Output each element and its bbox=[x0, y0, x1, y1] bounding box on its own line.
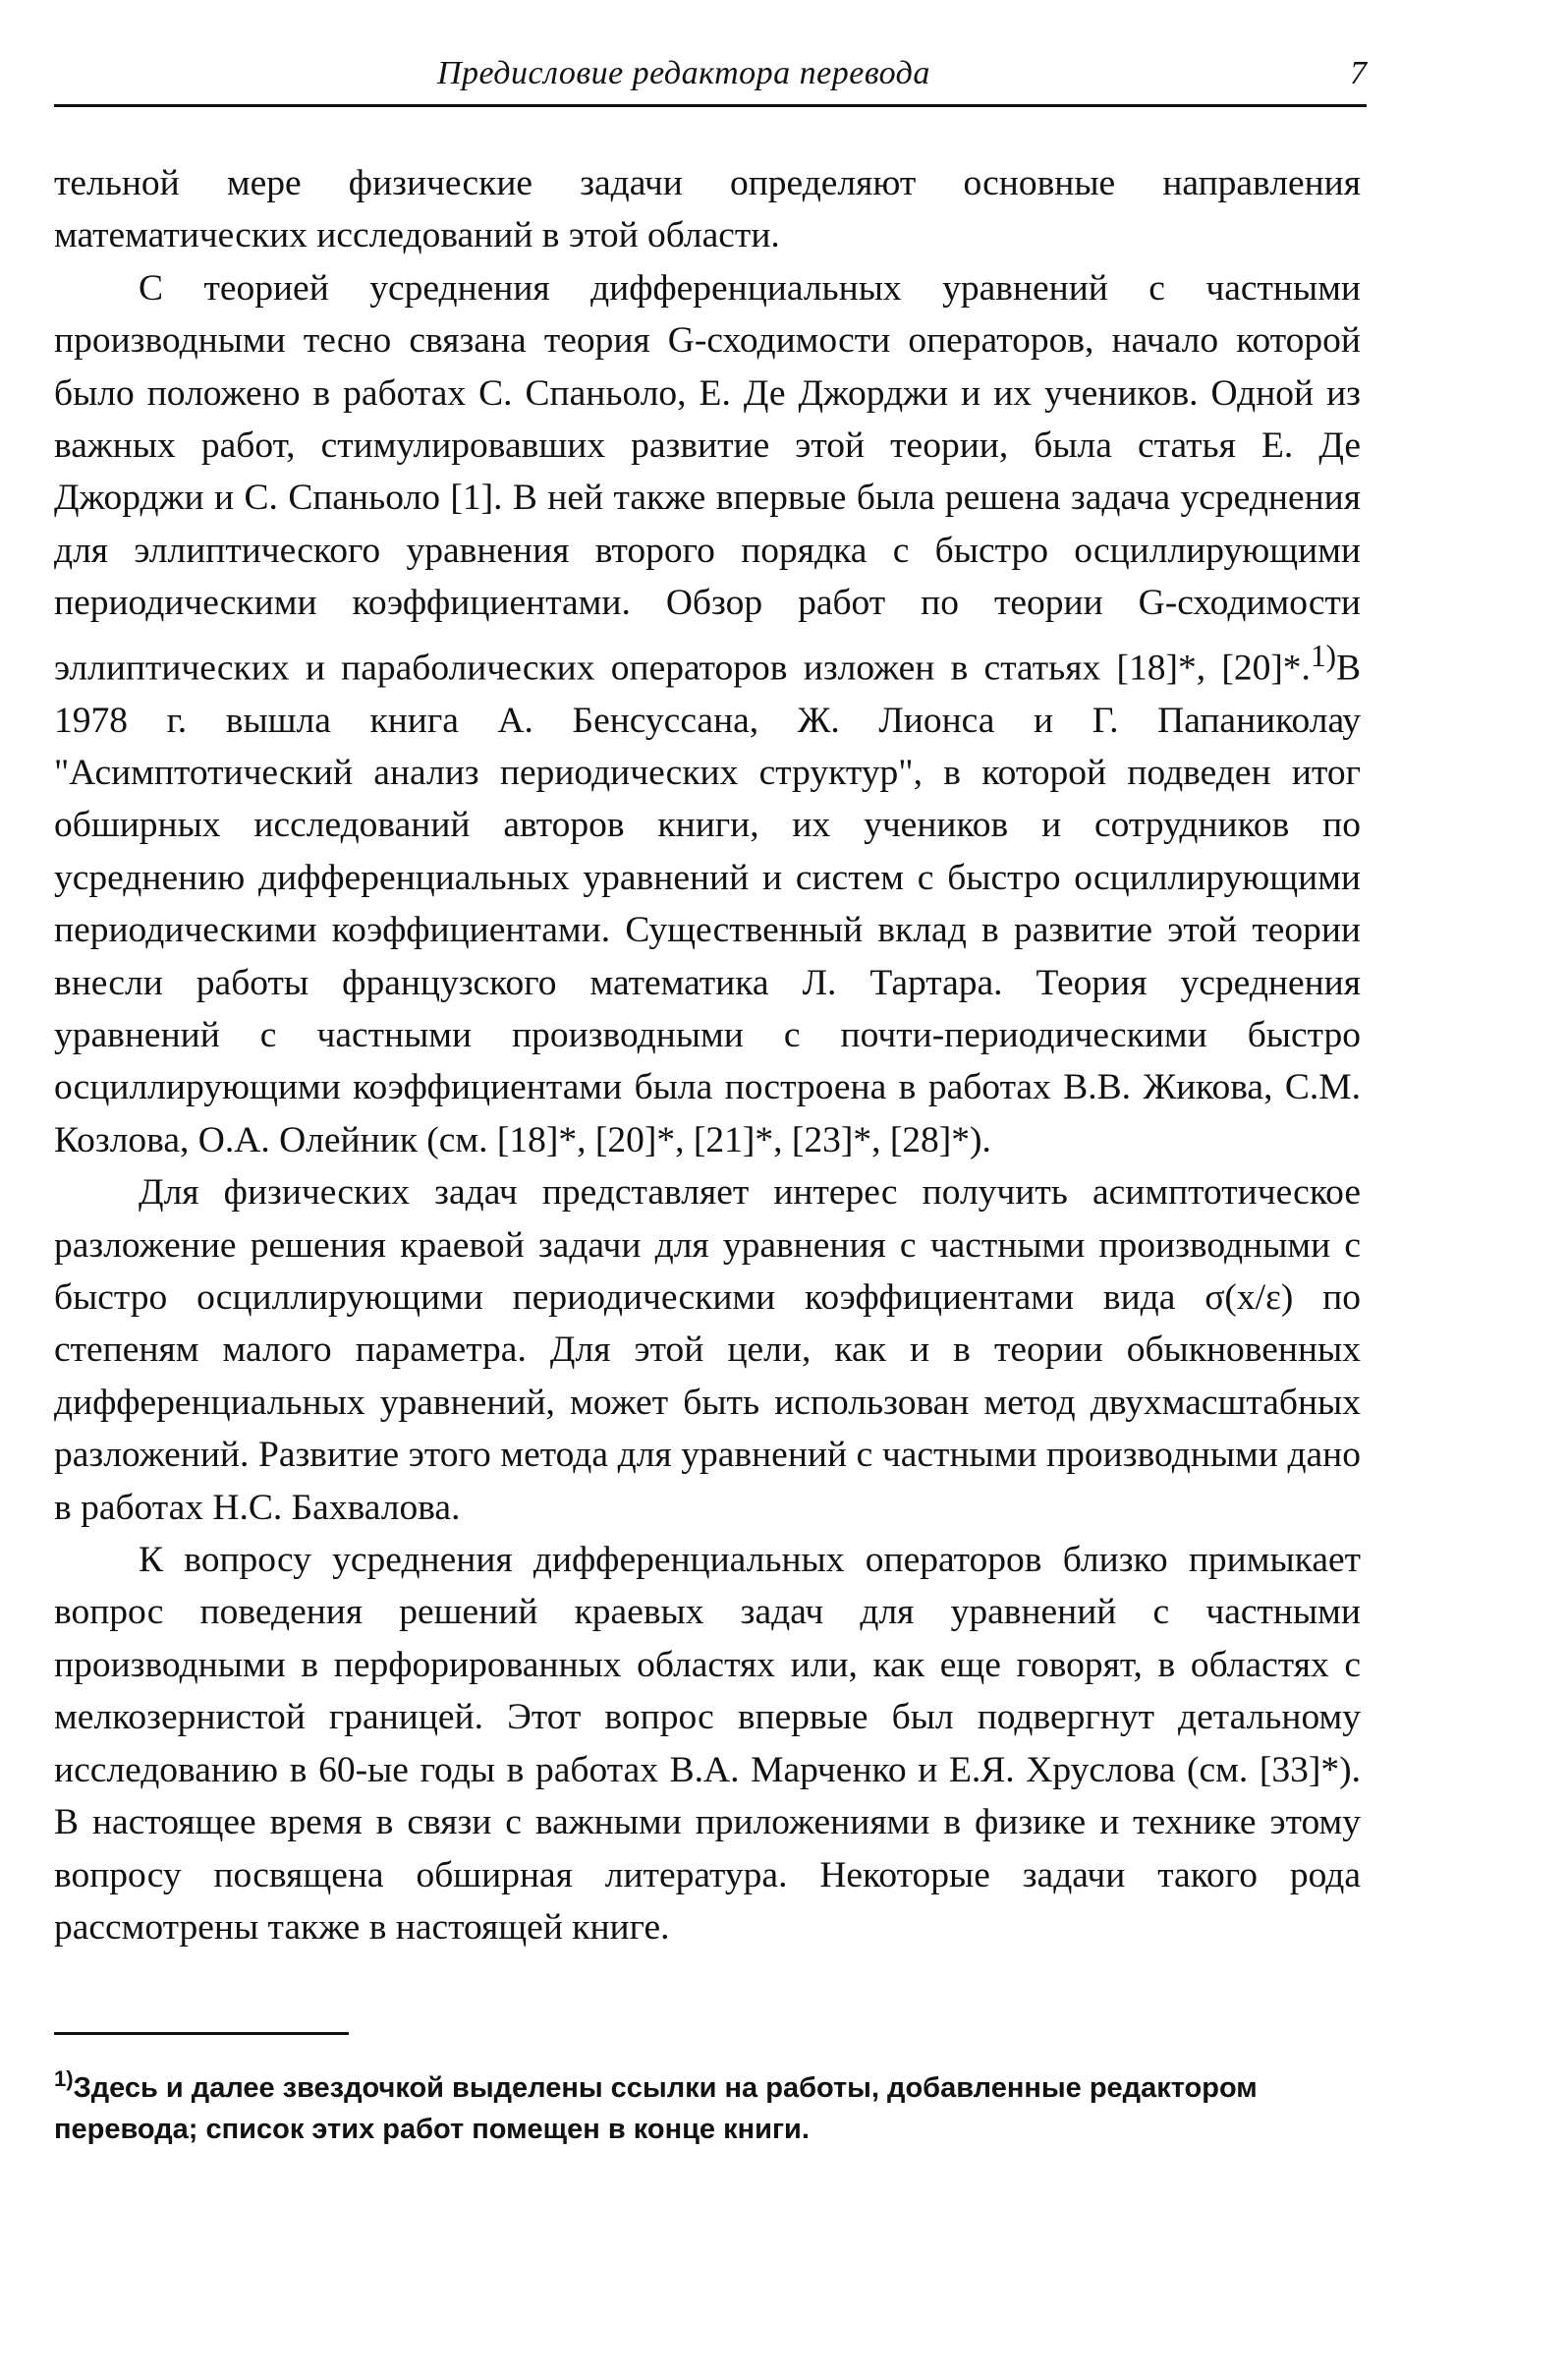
footnote-reference: 1) bbox=[1310, 638, 1336, 673]
footnote bbox=[54, 2067, 1361, 2150]
running-header-title: Предисловие редактора перевода bbox=[437, 55, 930, 91]
footnote-text: Здесь и далее звездочкой выделены ссылки на работы, добавленные редактором перевода; список этих работ помещен в конце книги. bbox=[54, 2072, 1258, 2145]
running-header bbox=[54, 55, 1367, 106]
footnote-mark: 1) bbox=[54, 2066, 74, 2091]
footnote-rule bbox=[54, 2032, 349, 2035]
main-text bbox=[54, 157, 1361, 1953]
paragraph-continuation: тельной мере физические задачи определяют основные направления математических исследований в этой области. bbox=[54, 163, 1361, 256]
page-number: 7 bbox=[1350, 55, 1367, 91]
paragraph-g-convergence-part2: В 1978 г. вышла книга А. Бенсуссана, Ж. Лионса и Г. Папаниколау "Асимптотический анализ периодических структур", в которой подведен итог обширных исследований авторов книги, их учеников и сотрудников по усреднению дифференциальных уравнений и систем с быстро осциллирующими периодическими коэффициентами. Существенный вклад в развитие этой теории внесли работы французского математика Л. Тартара. Теория усреднения уравнений с частными производными с почти-периодическими быстро осциллирующими коэффициентами была построена в работах В.В. Жикова, С.М. Козлова, О.А. Олейник (см. [18]*, [20]*, [21]*, [23]*, [28]*). bbox=[54, 648, 1361, 1160]
header-rule bbox=[54, 104, 1367, 107]
paragraph-perforated-domains: К вопросу усреднения дифференциальных операторов близко примыкает вопрос поведения решений краевых задач для уравнений с частными производными в перфорированных областях или, как еще говорят, в областях с мелкозернистой границей. Этот вопрос впервые был подвергнут детальному исследованию в 60-ые годы в работах В.А. Марченко и Е.Я. Хруслова (см. [33]*). В настоящее время в связи с важными приложениями в физике и технике этому вопросу посвящена обширная литература. Некоторые задачи такого рода рассмотрены также в настоящей книге. bbox=[54, 1540, 1361, 1948]
paragraph-g-convergence-part1: С теорией усреднения дифференциальных уравнений с частными производными тесно связана теория G-сходимости операторов, начало которой было положено в работах С. Спаньоло, Е. Де Джорджи и их учеников. Одной из важных работ, стимулировавших развитие этой теории, была статья Е. Де Джорджи и С. Спаньоло [1]. В ней также впервые была решена задача усреднения для эллиптического уравнения второго порядка с быстро осциллирующими периодическими коэффициентами. Обзор работ по теории G-сходимости эллиптических и параболических операторов изложен в статьях [18]*, [20]*. bbox=[54, 267, 1361, 689]
paragraph-asymptotic-expansion: Для физических задач представляет интерес получить асимптотическое разложение решения краевой задачи для уравнения с частными производными с быстро осциллирующими периодическими коэффициентами вида σ(x/ε) по степеням малого параметра. Для этой цели, как и в теории обыкновенных дифференциальных уравнений, может быть использован метод двухмасштабных разложений. Развитие этого метода для уравнений с частными производными дано в работах Н.С. Бахвалова. bbox=[54, 1172, 1361, 1528]
paragraph-g-convergence bbox=[54, 262, 1361, 1166]
